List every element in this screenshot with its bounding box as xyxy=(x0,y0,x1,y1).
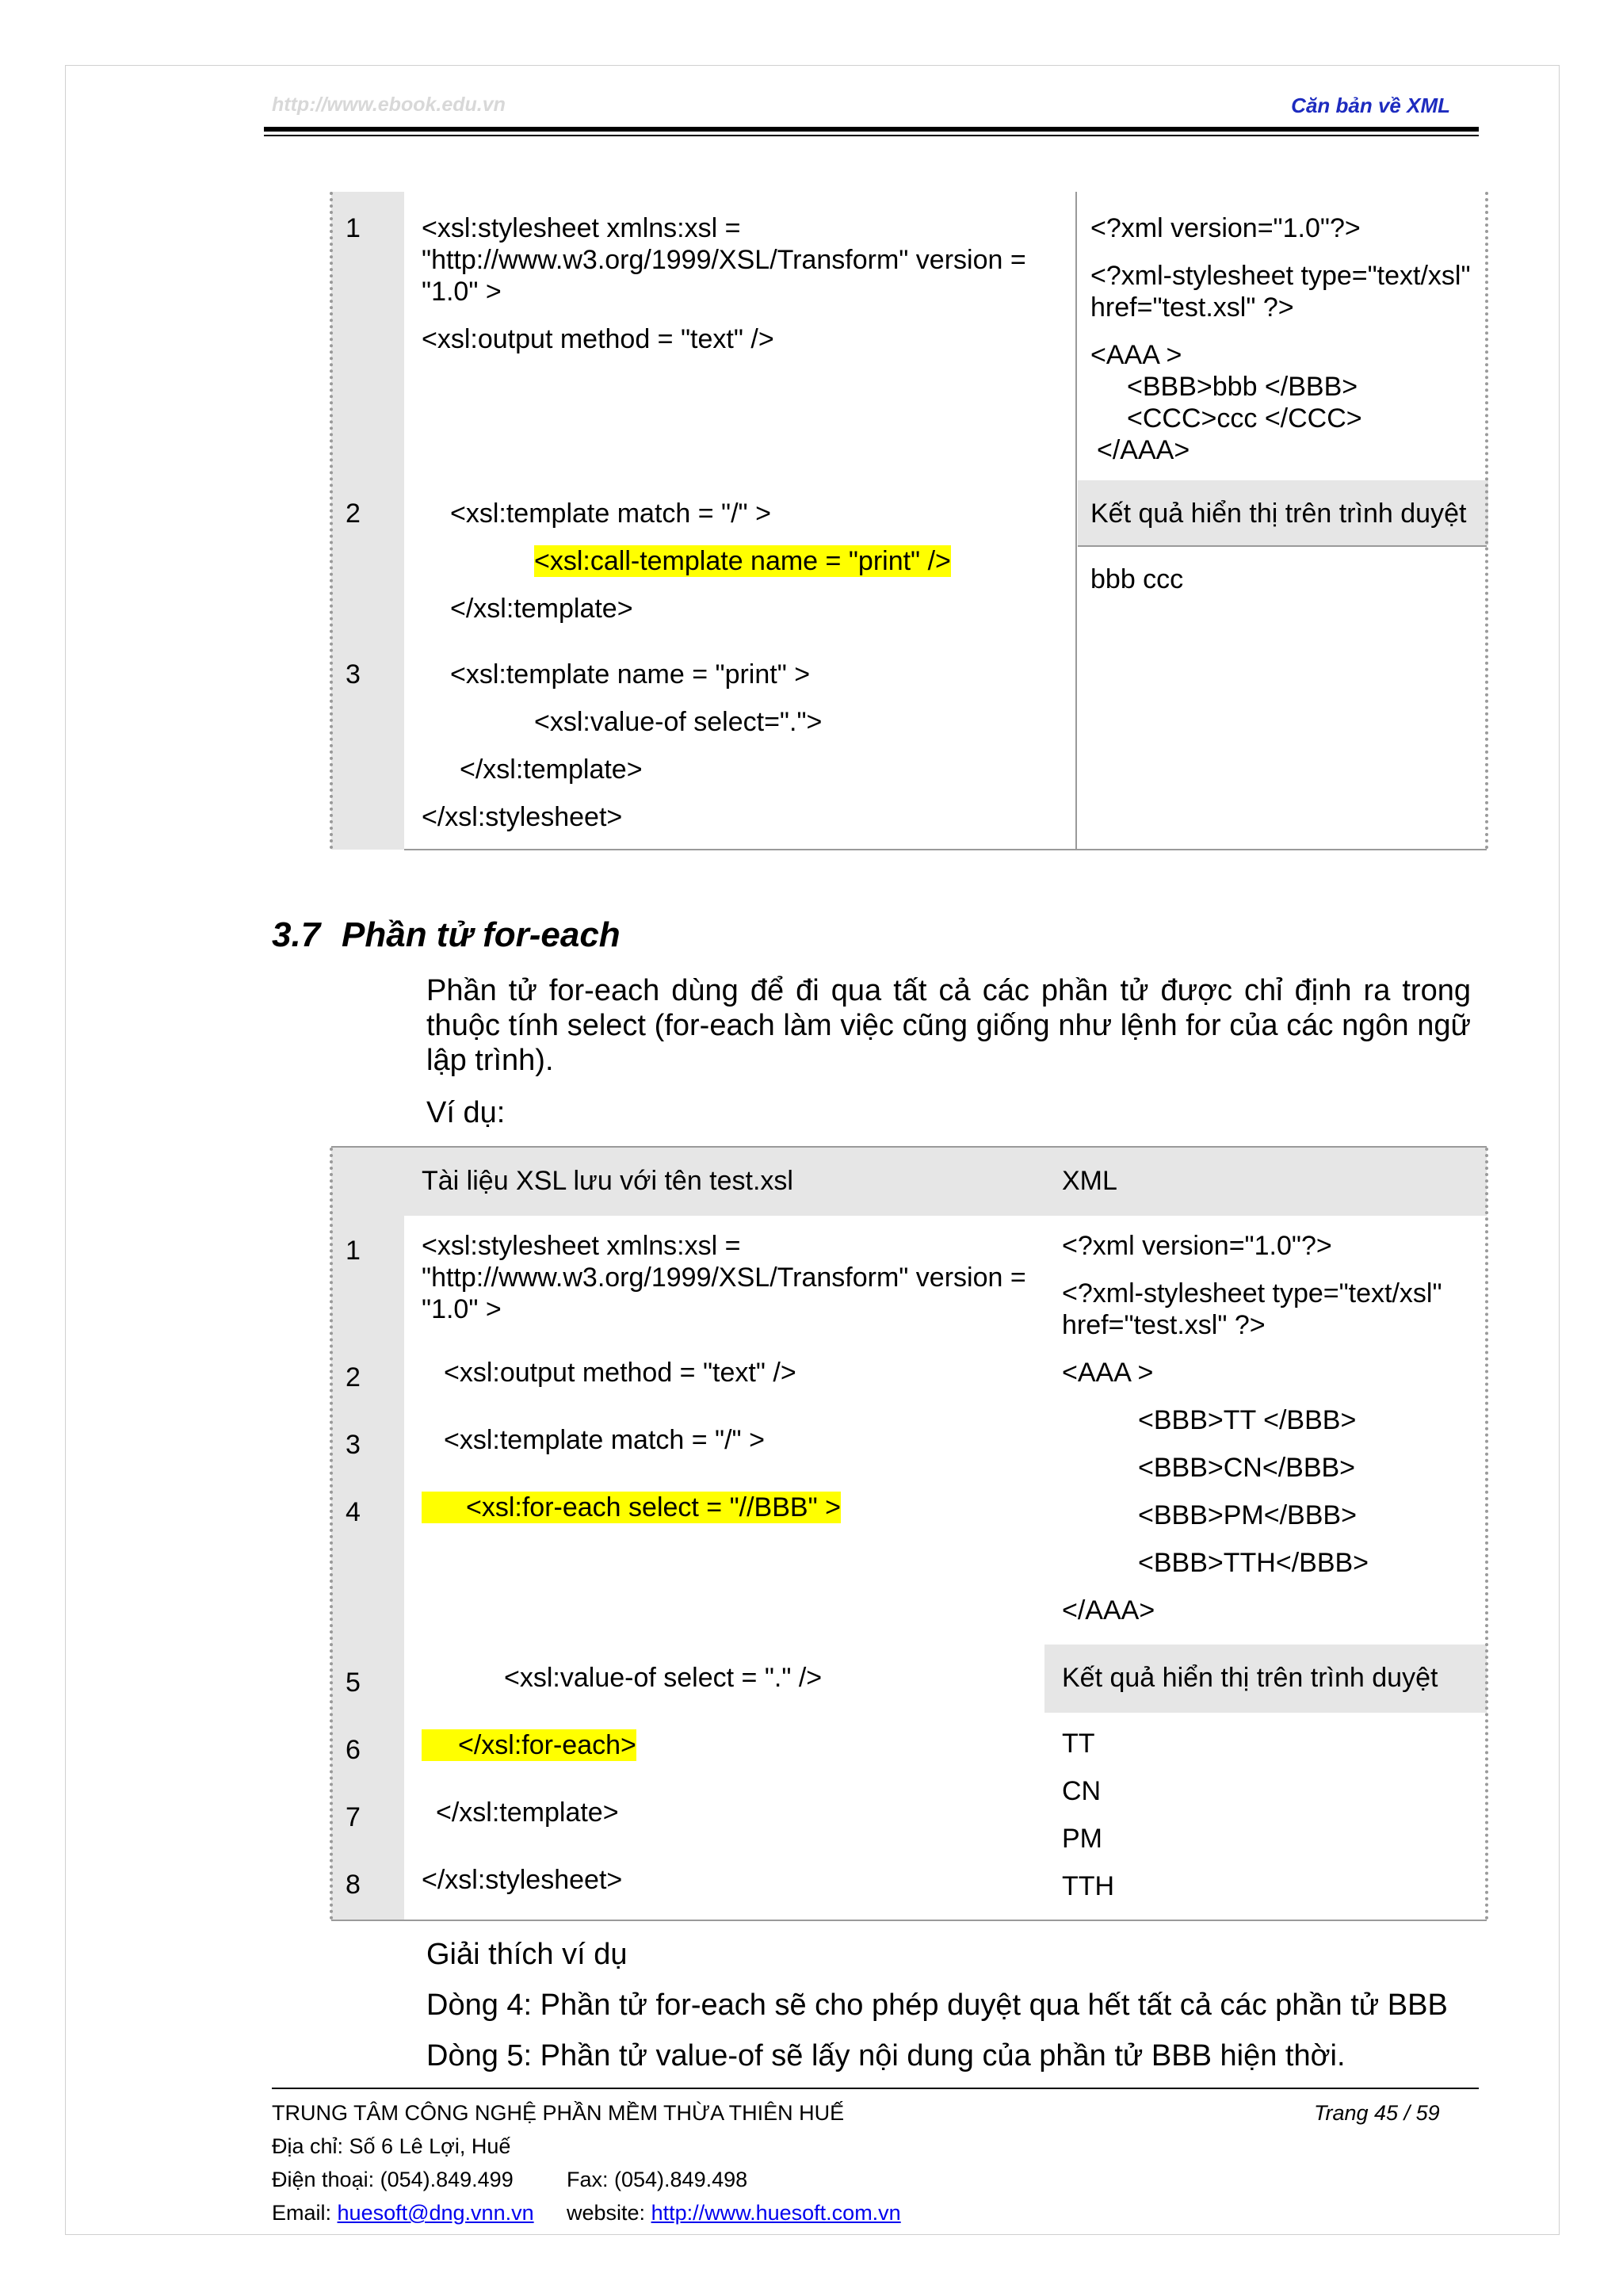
xml-line: <BBB>TT </BBB> xyxy=(1138,1405,1357,1435)
xml-line: <AAA > xyxy=(1090,340,1182,370)
example-label: Ví dụ: xyxy=(426,1096,506,1129)
xml-line: <BBB>CN</BBB> xyxy=(1138,1453,1356,1483)
code-line: "1.0" > xyxy=(422,1294,502,1324)
result-line: CN xyxy=(1062,1776,1102,1806)
section-title: Phần tử for-each xyxy=(342,915,621,954)
table1-row-num: 1 xyxy=(346,213,361,243)
code-line: <xsl:value-of select="."> xyxy=(534,707,823,737)
code-line: <xsl:template match = "/" > xyxy=(444,1425,765,1455)
explanation-line: Dòng 4: Phần tử for-each sẽ cho phép duyệt qua hết tất cả các phần tử BBB xyxy=(426,1988,1448,2022)
code-line: <xsl:output method = "text" /> xyxy=(422,324,774,354)
table2-row-num: 2 xyxy=(346,1362,361,1392)
explanation-title: Giải thích ví dụ xyxy=(426,1938,628,1971)
xml-line: <BBB>TTH</BBB> xyxy=(1138,1548,1369,1578)
highlighted-code-line: <xsl:call-template name = "print" /> xyxy=(534,546,951,576)
table2-row-num: 5 xyxy=(346,1668,361,1698)
xml-line: <BBB>bbb </BBB> xyxy=(1127,372,1358,402)
code-line: <xsl:value-of select = "." /> xyxy=(504,1663,823,1693)
result-header: Kết quả hiển thị trên trình duyệt xyxy=(1090,499,1467,529)
code-line: <xsl:template match = "/" > xyxy=(450,499,771,529)
footer-page-number: Trang 45 / 59 xyxy=(1314,2101,1440,2125)
code-line: </xsl:stylesheet> xyxy=(422,1865,623,1895)
table1-row-num: 3 xyxy=(346,659,361,690)
code-line: </xsl:template> xyxy=(436,1797,619,1828)
footer-email xyxy=(272,2200,534,2225)
header-rule-thin xyxy=(264,135,1479,136)
website-link[interactable]: http://www.huesoft.com.vn xyxy=(651,2201,901,2225)
xml-line: href="test.xsl" ?> xyxy=(1090,292,1294,323)
xml-line: </AAA> xyxy=(1062,1595,1155,1626)
highlighted-code-line: </xsl:for-each> xyxy=(422,1729,636,1761)
result-line: PM xyxy=(1062,1824,1102,1854)
table2-header-xml: XML xyxy=(1062,1166,1117,1196)
email-link[interactable]: huesoft@dng.vnn.vn xyxy=(337,2201,534,2225)
xml-line: <?xml version="1.0"?> xyxy=(1062,1231,1332,1261)
result-line: TTH xyxy=(1062,1871,1115,1901)
code-line: </xsl:template> xyxy=(450,594,633,624)
table2-row-num: 3 xyxy=(346,1430,361,1460)
footer-org: TRUNG TÂM CÔNG NGHỆ PHẦN MỀM THỪA THIÊN HUẾ xyxy=(272,2101,845,2125)
table2-row-num: 7 xyxy=(346,1802,361,1832)
table1-row-num: 2 xyxy=(346,499,361,529)
explanation-line: Dòng 5: Phần tử value-of sẽ lấy nội dung của phần tử BBB hiện thời. xyxy=(426,2039,1346,2073)
code-line: </xsl:template> xyxy=(460,755,643,785)
email-label: Email: xyxy=(272,2201,338,2225)
table2-row-num: 6 xyxy=(346,1735,361,1765)
code-line: "http://www.w3.org/1999/XSL/Transform" version = xyxy=(422,1263,1026,1293)
table1-number-column xyxy=(331,192,404,850)
code-line: </xsl:stylesheet> xyxy=(422,802,623,832)
footer-address: Địa chỉ: Số 6 Lê Lợi, Huế xyxy=(272,2134,511,2158)
xml-line: <?xml-stylesheet type="text/xsl" xyxy=(1090,261,1471,291)
code-line: <xsl:template name = "print" > xyxy=(450,659,811,690)
table2-row-num: 8 xyxy=(346,1870,361,1900)
code-line: <xsl:stylesheet xmlns:xsl = xyxy=(422,1231,741,1261)
footer-fax: Fax: (054).849.498 xyxy=(567,2168,748,2191)
header-rule xyxy=(264,127,1479,132)
footer-phone: Điện thoại: (054).849.499 xyxy=(272,2168,514,2191)
footer-website xyxy=(567,2200,901,2225)
table2-row-num: 4 xyxy=(346,1497,361,1527)
result-text: bbb ccc xyxy=(1090,564,1184,594)
table2-row-num: 1 xyxy=(346,1236,361,1266)
code-line: "http://www.w3.org/1999/XSL/Transform" version = xyxy=(422,245,1026,275)
code-line: <xsl:stylesheet xmlns:xsl = xyxy=(422,213,741,243)
result-header: Kết quả hiển thị trên trình duyệt xyxy=(1062,1663,1438,1693)
xml-line: </AAA> xyxy=(1097,435,1190,465)
xml-line: <?xml-stylesheet type="text/xsl" xyxy=(1062,1278,1442,1308)
intro-paragraph: Phần tử for-each dùng để đi qua tất cả các phần tử được chỉ định ra trong thuộc tính select (for-each làm việc cũng giống như lệnh for của các ngôn ngữ lập trình). xyxy=(426,974,1471,1077)
code-line: "1.0" > xyxy=(422,277,502,307)
xml-line: href="test.xsl" ?> xyxy=(1062,1310,1266,1340)
xml-line: <AAA > xyxy=(1062,1358,1154,1388)
header-url: http://www.ebook.edu.vn xyxy=(272,94,506,116)
header-title: Căn bản về XML xyxy=(1291,94,1450,117)
code-line: <xsl:output method = "text" /> xyxy=(444,1358,796,1388)
table2-number-column xyxy=(331,1148,404,1920)
highlighted-code-line: <xsl:for-each select = "//BBB" > xyxy=(422,1492,841,1523)
xml-line: <?xml version="1.0"?> xyxy=(1090,213,1361,243)
xml-line: <BBB>PM</BBB> xyxy=(1138,1500,1357,1530)
result-line: TT xyxy=(1062,1729,1095,1759)
section-number: 3.7 xyxy=(272,915,321,954)
xml-line: <CCC>ccc </CCC> xyxy=(1127,403,1362,434)
section-heading xyxy=(272,915,621,955)
website-label: website: xyxy=(567,2201,651,2225)
table2-header-xsl: Tài liệu XSL lưu với tên test.xsl xyxy=(422,1166,793,1196)
footer-rule xyxy=(272,2088,1479,2089)
